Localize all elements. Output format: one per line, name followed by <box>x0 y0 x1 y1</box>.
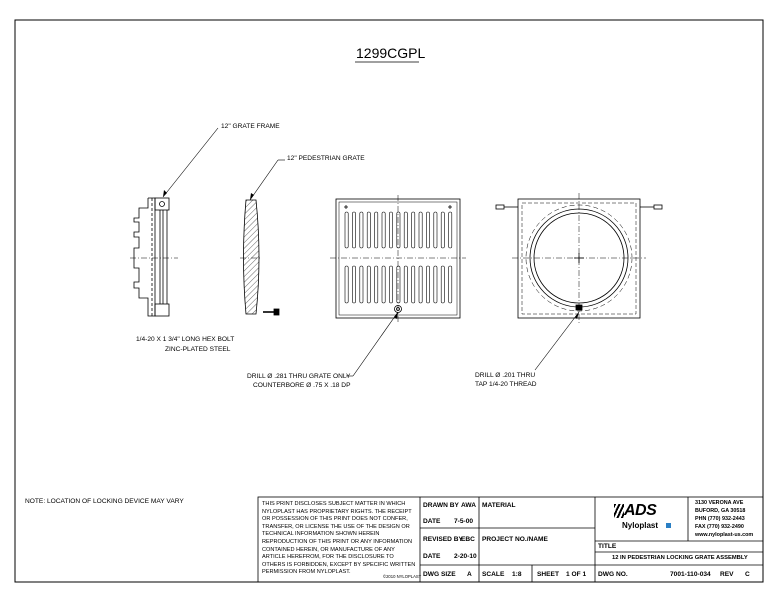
locking-device-note: NOTE: LOCATION OF LOCKING DEVICE MAY VARY <box>25 498 184 505</box>
grate-slot <box>382 212 385 248</box>
address-line-3: PHN (770) 932-2443 <box>695 516 745 522</box>
leader-drill-grate <box>353 312 398 376</box>
frame-top-view <box>496 193 662 324</box>
callout-grate-frame: 12" GRATE FRAME <box>221 123 280 130</box>
callout-drill-grate-line2: COUNTERBORE Ø .75 X .18 DP <box>253 382 351 389</box>
leader-grate <box>250 160 278 200</box>
grate-slot <box>397 212 400 248</box>
drawn-by-label: DRAWN BY <box>423 502 459 509</box>
grate-slot <box>449 212 452 248</box>
callout-bolt-line2: ZINC-PLATED STEEL <box>165 346 231 353</box>
grate-slot <box>375 266 378 303</box>
dwg-size-label: DWG SIZE <box>423 571 456 578</box>
address-line-5: www.nyloplast-us.com <box>695 532 754 538</box>
date-value: 7-5-00 <box>454 518 474 525</box>
grate-slot <box>434 266 437 303</box>
address-line-2: BUFORD, GA 30518 <box>695 508 746 514</box>
grate-slot <box>382 266 385 303</box>
grate-slot <box>419 212 422 248</box>
dwg-no-value: 7001-110-034 <box>670 571 711 578</box>
material-label: MATERIAL <box>482 502 516 509</box>
dwg-size-value: A <box>467 571 472 578</box>
logo-slash-marks <box>614 504 624 518</box>
drawn-by-value: AWA <box>461 502 477 509</box>
sheet-label: SHEET <box>537 571 559 578</box>
dwg-no-label: DWG NO. <box>598 571 628 578</box>
copyright: ©2010 NYLOPLAST <box>383 574 422 579</box>
hex-bolt <box>263 309 279 315</box>
grate-slot <box>434 212 437 248</box>
grate-slot <box>426 212 429 248</box>
rev-value: C <box>745 571 750 578</box>
revised-by-label: REVISED BY <box>423 536 463 543</box>
grate-slot <box>345 212 348 248</box>
grate-slot <box>389 212 392 248</box>
address-line-4: FAX (770) 932-2490 <box>695 524 744 530</box>
callout-bolt-line1: 1/4-20 X 1 3/4" LONG HEX BOLT <box>136 336 235 343</box>
title-label: TITLE <box>598 543 617 550</box>
frame-side-view <box>130 198 178 316</box>
drawing-title: 1299CGPL <box>356 45 426 61</box>
grate-slot <box>404 212 407 248</box>
proprietary-notice: THIS PRINT DISCLOSES SUBJECT MATTER IN WHICH NYLOPLAST HAS PROPRIETARY RIGHTS. THE RECEIPT OR POSSESSION OF THIS PRINT DOES NOT CONFER, TRANSFER, OR LICENSE THE USE OF THE DESIGN OR TECHNICAL INFORMATION SHOWN HEREIN REPRODUCTION OF THIS PRINT OR ANY INFORMATION CONTAINED HEREIN, OR MANUFACTURE OF ANY ARTICLE HEREFROM, FOR THE DISCLOSURE TO OTHERS IS FORBIDDEN, EXCEPT BY SPECIFIC WRITTEN PERMISSION FROM NYLOPLAST. <box>262 501 416 576</box>
project-label: PROJECT NO./NAME <box>482 536 548 543</box>
grate-slot <box>360 266 363 303</box>
callout-pedestrian-grate: 12" PEDESTRIAN GRATE <box>287 155 365 162</box>
grate-slot <box>449 266 452 303</box>
ads-logo <box>614 502 674 536</box>
grate-slot <box>441 212 444 248</box>
grate-slot <box>397 266 400 303</box>
rev-label: REV <box>720 571 734 578</box>
leader-drill-frame <box>535 312 579 370</box>
date-label: DATE <box>423 518 441 525</box>
scale-label: SCALE <box>482 571 505 578</box>
callout-drill-grate-line1: DRILL Ø .281 THRU GRATE ONLY <box>247 373 351 380</box>
leader-frame-arrow <box>163 190 167 197</box>
callout-drill-frame-line1: DRILL Ø .201 THRU <box>475 372 536 379</box>
logo-nyloplast-text: Nyloplast <box>622 521 659 530</box>
revised-by-value: EBC <box>461 536 475 543</box>
grate-slot <box>389 266 392 303</box>
scale-value: 1:8 <box>512 571 522 578</box>
grate-slots-upper <box>345 212 452 248</box>
grate-slot <box>419 266 422 303</box>
grate-slot <box>441 266 444 303</box>
grate-slot <box>352 212 355 248</box>
grate-slot <box>367 212 370 248</box>
revised-date-label: DATE <box>423 553 441 560</box>
grate-slot <box>352 266 355 303</box>
revised-date-value: 2-20-10 <box>454 553 477 560</box>
grate-section-view <box>240 200 262 314</box>
grate-slot <box>345 266 348 303</box>
callout-drill-frame-line2: TAP 1/4-20 THREAD <box>475 381 537 388</box>
logo-ads-text: ADS <box>624 502 657 519</box>
sheet-value: 1 OF 1 <box>566 571 587 578</box>
leader-frame <box>163 128 218 197</box>
grate-slot <box>367 266 370 303</box>
grate-slot <box>426 266 429 303</box>
leader-grate-arrow <box>250 193 254 200</box>
address-line-1: 3130 VERONA AVE <box>695 500 744 506</box>
grate-slots-lower <box>345 266 452 303</box>
grate-slot <box>412 266 415 303</box>
grate-slot <box>360 212 363 248</box>
grate-slot <box>404 266 407 303</box>
logo-mark-icon <box>666 523 671 528</box>
grate-slot <box>375 212 378 248</box>
grate-slot <box>412 212 415 248</box>
assembly-title: 12 IN PEDESTRIAN LOCKING GRATE ASSEMBLY <box>612 555 748 561</box>
